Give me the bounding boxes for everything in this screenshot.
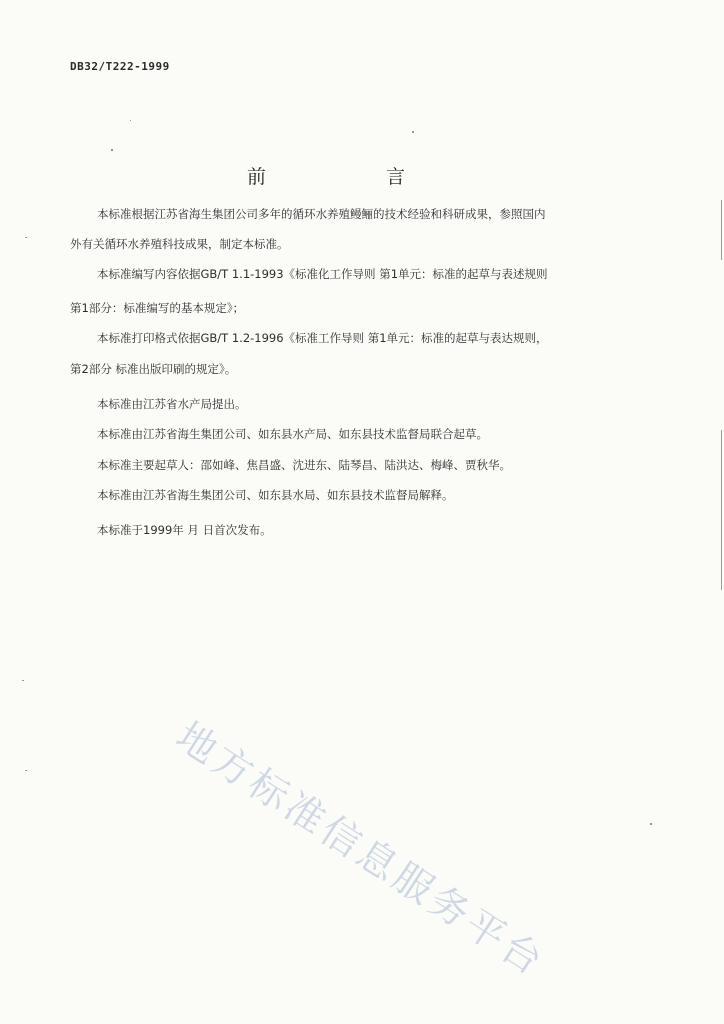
paragraph-4: 本标准由江苏省水产局提出。 (97, 397, 247, 411)
paragraph-1-line-2: 外有关循环水养殖科技成果，制定本标准。 (70, 237, 289, 251)
paragraph-1-line-1: 本标准根据江苏省海生集团公司多年的循环水养殖鳗鲡的技术经验和科研成果，参照国内 (97, 207, 546, 221)
title-char-2: 言 (386, 166, 407, 188)
scan-speck (111, 149, 113, 151)
scan-speck (650, 823, 652, 825)
scan-speck (412, 131, 414, 133)
paragraph-3-line-1: 本标准打印格式依据GB/T 1.2-1996《标准工作导则 第1单元：标准的起草与表达规则， (97, 331, 548, 345)
title-char-1: 前 (247, 166, 268, 188)
scan-speck (25, 237, 27, 238)
document-code: DB32/T222-1999 (70, 60, 170, 73)
scan-speck (25, 770, 27, 771)
paragraph-2-line-1: 本标准编写内容依据GB/T 1.1-1993《标准化工作导则 第1单元：标准的起草与表述规则 (97, 267, 548, 281)
scan-speck (130, 120, 131, 121)
scan-edge-mark (721, 200, 722, 260)
paragraph-5: 本标准由江苏省海生集团公司、如东县水产局、如东县技术监督局联合起草。 (97, 427, 488, 441)
paragraph-8: 本标准于1999年 月 日首次发布。 (97, 523, 272, 537)
scan-speck (22, 680, 24, 681)
paragraph-3-line-2: 第2部分 标准出版印刷的规定》。 (70, 362, 237, 376)
watermark-text: 地方标准信息服务平台 (167, 714, 553, 987)
paragraph-2-line-2: 第1部分：标准编写的基本规定》； (70, 301, 245, 315)
paragraph-7: 本标准由江苏省海生集团公司、如东县水局、如东县技术监督局解释。 (97, 488, 454, 502)
scan-edge-mark (721, 430, 722, 590)
paragraph-6: 本标准主要起草人：邵如峰、焦昌盛、沈进东、陆琴昌、陆洪达、梅峰、贾秋华。 (97, 458, 511, 472)
